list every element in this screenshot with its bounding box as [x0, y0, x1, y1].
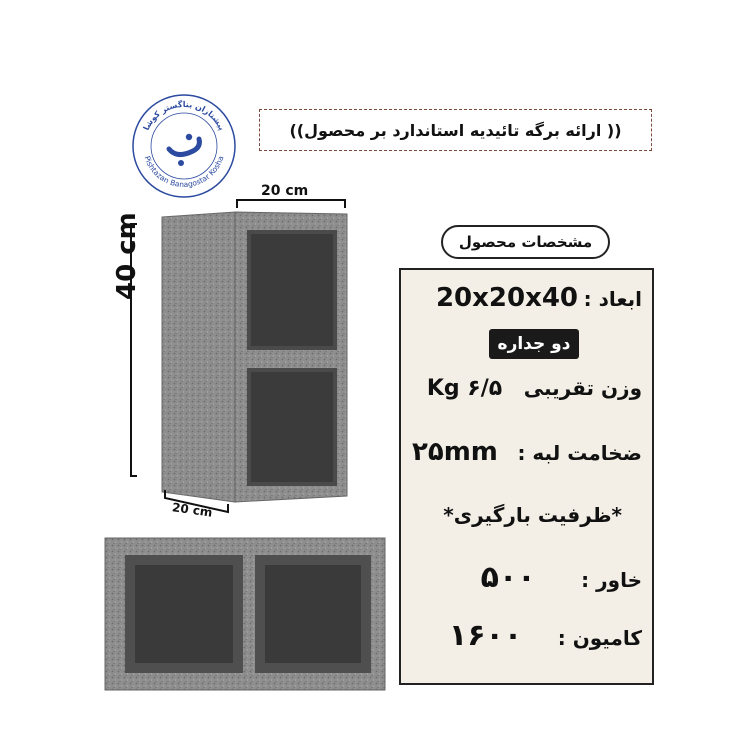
truck-value: ۱۶۰۰ [448, 618, 523, 653]
spec-header-text: مشخصات محصول [458, 233, 593, 251]
spec-thickness-row [412, 437, 642, 467]
weight-value: ۶/۵ Kg [426, 376, 503, 401]
khavar-label: خاور : [581, 568, 642, 592]
block-standing-image [125, 190, 365, 530]
thickness-label: ضخامت لبه : [517, 441, 642, 465]
banner-text: (( ارائه برگه تائیدیه استاندارد بر محصول)) [289, 120, 622, 140]
spec-truck-row [449, 618, 642, 653]
spec-capacity-row [443, 503, 622, 527]
spec-khavar-row [481, 560, 642, 595]
dimensions-value: 20x20x40 [435, 283, 579, 313]
block-top-view-image [105, 538, 385, 690]
logo-text-fa: پیشتازان بناگستر کوشا [141, 99, 227, 132]
spec-dimensions-row [436, 283, 642, 313]
weight-label: وزن تقریبی [523, 376, 642, 400]
wall-type-badge [489, 329, 579, 359]
dimension-height-label: 40 cm [112, 212, 142, 300]
khavar-value: ۵۰۰ [480, 560, 536, 595]
spec-weight-row [427, 376, 642, 401]
dimensions-label: ابعاد : [583, 287, 642, 311]
logo-text-en: Pishtazan Banagostar Kosha [142, 154, 226, 190]
company-logo [131, 93, 237, 199]
truck-label: کامیون : [557, 626, 642, 650]
capacity-label: *ظرفیت بارگیری* [443, 503, 622, 527]
logo-seal-icon [131, 93, 237, 199]
dimension-width-label: 20 cm [261, 183, 309, 199]
spec-header [441, 225, 610, 259]
wall-type-text: دو جداره [497, 334, 571, 354]
thickness-value: ۲۵mm [411, 437, 498, 467]
dimension-depth-label: 20 cm [171, 500, 214, 520]
certificate-banner [259, 109, 652, 151]
